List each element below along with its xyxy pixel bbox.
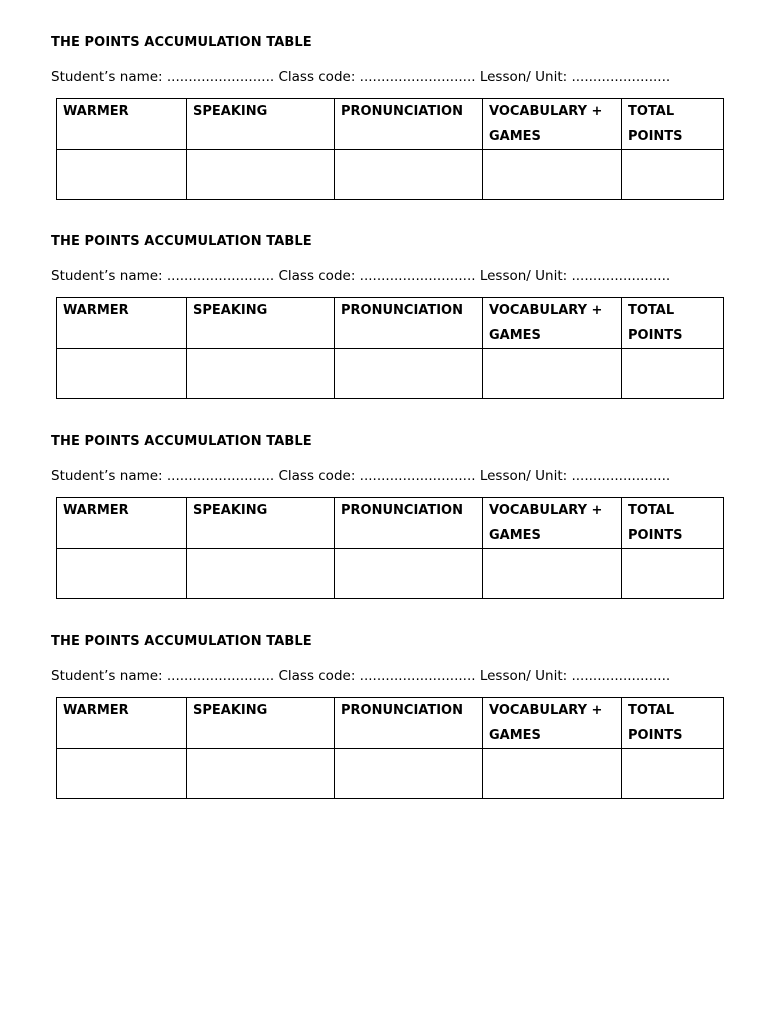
- header-pronunciation: PRONUNCIATION: [335, 298, 483, 349]
- cell-speaking[interactable]: [187, 749, 335, 799]
- header-row: [57, 298, 724, 349]
- header-speaking: SPEAKING: [187, 99, 335, 150]
- header-vocabulary-games: VOCABULARY + GAMES: [483, 498, 622, 549]
- entry-row: [57, 349, 724, 399]
- header-warmer: WARMER: [57, 99, 187, 150]
- block-title: THE POINTS ACCUMULATION TABLE: [51, 634, 312, 649]
- cell-pronunciation[interactable]: [335, 749, 483, 799]
- points-table: [56, 697, 724, 799]
- header-row: [57, 99, 724, 150]
- header-speaking: SPEAKING: [187, 698, 335, 749]
- block-title: THE POINTS ACCUMULATION TABLE: [51, 35, 312, 50]
- points-table: [56, 497, 724, 599]
- entry-row: [57, 749, 724, 799]
- header-pronunciation: PRONUNCIATION: [335, 498, 483, 549]
- points-table: [56, 98, 724, 200]
- header-vocabulary-games: VOCABULARY + GAMES: [483, 698, 622, 749]
- cell-total-points[interactable]: [622, 549, 724, 599]
- header-total-points: TOTAL POINTS: [622, 498, 724, 549]
- entry-row: [57, 150, 724, 200]
- cell-vocabulary-games[interactable]: [483, 150, 622, 200]
- header-warmer: WARMER: [57, 298, 187, 349]
- cell-warmer[interactable]: [57, 150, 187, 200]
- header-row: [57, 698, 724, 749]
- entry-row: [57, 549, 724, 599]
- cell-total-points[interactable]: [622, 749, 724, 799]
- cell-pronunciation[interactable]: [335, 549, 483, 599]
- header-vocabulary-games: VOCABULARY + GAMES: [483, 99, 622, 150]
- cell-speaking[interactable]: [187, 349, 335, 399]
- cell-warmer[interactable]: [57, 549, 187, 599]
- block-title: THE POINTS ACCUMULATION TABLE: [51, 434, 312, 449]
- header-pronunciation: PRONUNCIATION: [335, 698, 483, 749]
- cell-pronunciation[interactable]: [335, 349, 483, 399]
- block-title: THE POINTS ACCUMULATION TABLE: [51, 234, 312, 249]
- student-info-line: Student’s name: ......................... Class code: ........................... Lesson/ Unit: .......................: [51, 268, 671, 284]
- cell-vocabulary-games[interactable]: [483, 749, 622, 799]
- header-total-points: TOTAL POINTS: [622, 298, 724, 349]
- header-warmer: WARMER: [57, 698, 187, 749]
- cell-pronunciation[interactable]: [335, 150, 483, 200]
- student-info-line: Student’s name: ......................... Class code: ........................... Lesson/ Unit: .......................: [51, 468, 671, 484]
- cell-total-points[interactable]: [622, 349, 724, 399]
- header-warmer: WARMER: [57, 498, 187, 549]
- header-vocabulary-games: VOCABULARY + GAMES: [483, 298, 622, 349]
- cell-speaking[interactable]: [187, 549, 335, 599]
- header-row: [57, 498, 724, 549]
- student-info-line: Student’s name: ......................... Class code: ........................... Lesson/ Unit: .......................: [51, 69, 671, 85]
- cell-warmer[interactable]: [57, 749, 187, 799]
- header-speaking: SPEAKING: [187, 498, 335, 549]
- header-total-points: TOTAL POINTS: [622, 698, 724, 749]
- cell-vocabulary-games[interactable]: [483, 549, 622, 599]
- cell-total-points[interactable]: [622, 150, 724, 200]
- cell-speaking[interactable]: [187, 150, 335, 200]
- header-speaking: SPEAKING: [187, 298, 335, 349]
- header-total-points: TOTAL POINTS: [622, 99, 724, 150]
- cell-vocabulary-games[interactable]: [483, 349, 622, 399]
- header-pronunciation: PRONUNCIATION: [335, 99, 483, 150]
- cell-warmer[interactable]: [57, 349, 187, 399]
- student-info-line: Student’s name: ......................... Class code: ........................... Lesson/ Unit: .......................: [51, 668, 671, 684]
- points-table: [56, 297, 724, 399]
